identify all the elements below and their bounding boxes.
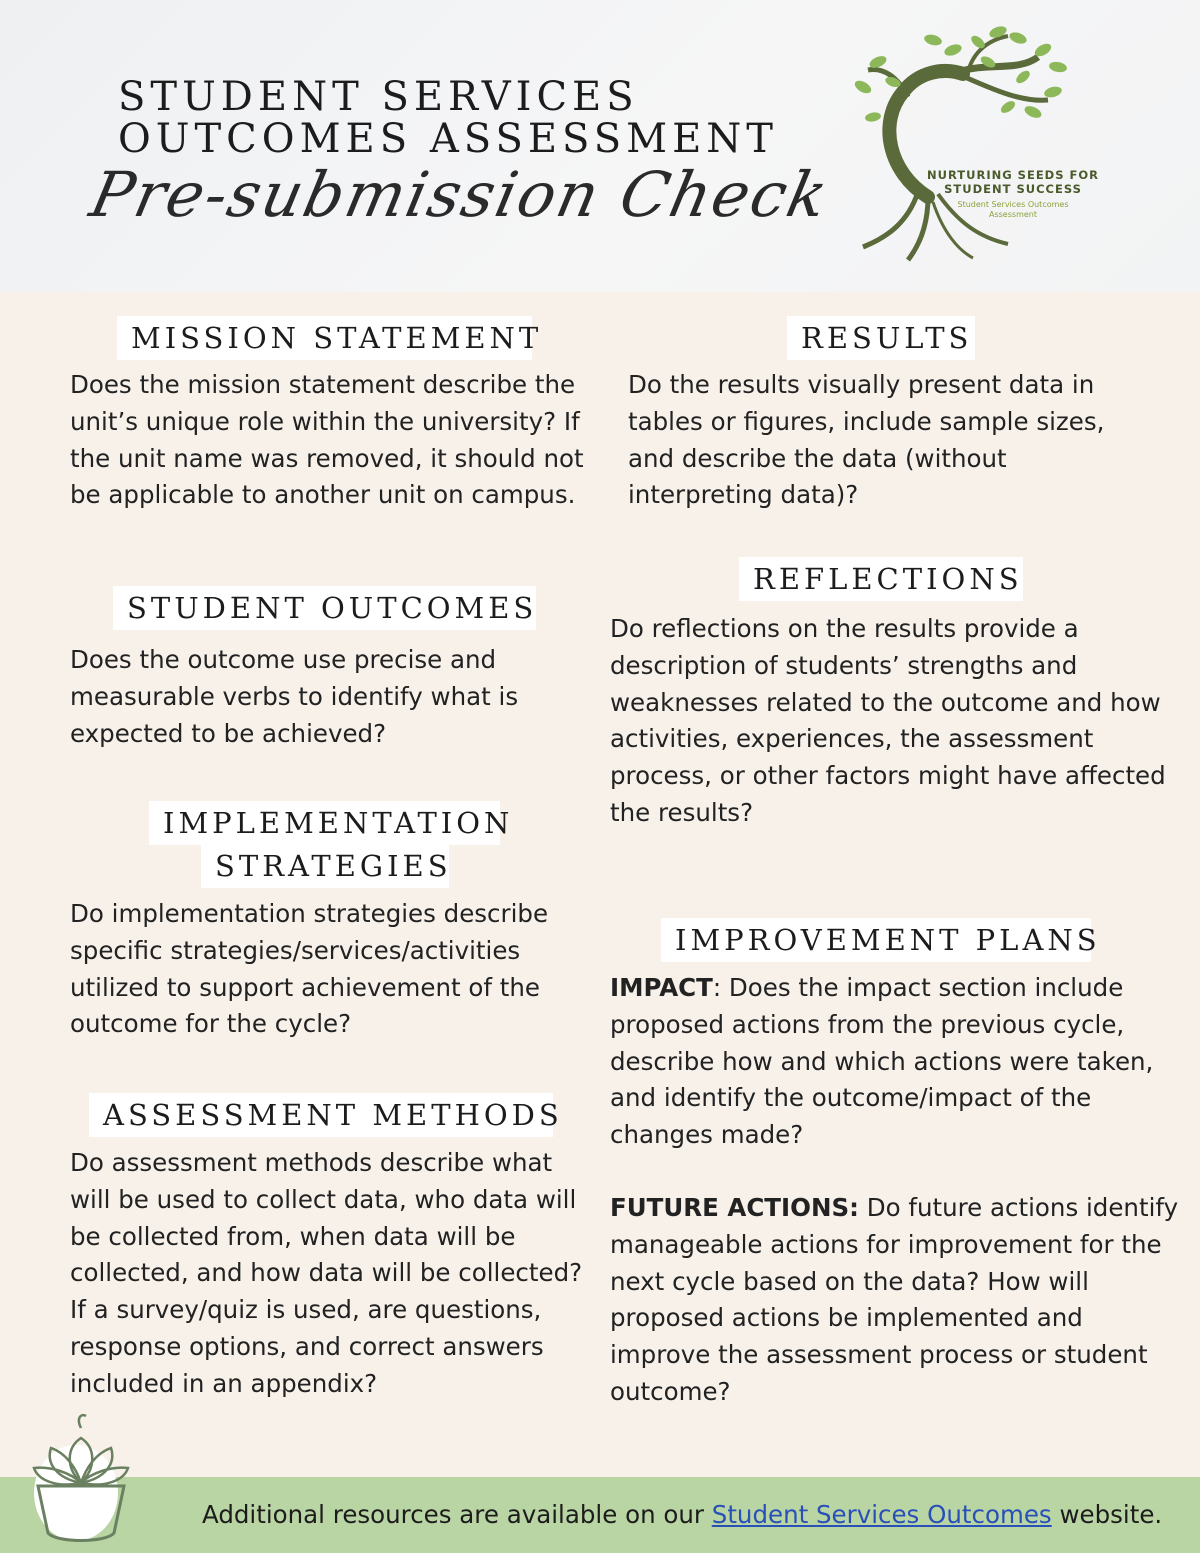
student-services-outcomes-link[interactable]: Student Services Outcomes	[711, 1500, 1052, 1529]
mission-statement-heading: MISSION STATEMENT	[117, 316, 532, 360]
assessment-methods-text: Do assessment methods describe what will be used to collect data, who data will be collected from, when data will be collected, and how data will be collected? If a survey/quiz is used, are questions, response options, and correct answers included in an appendix?	[70, 1148, 583, 1398]
impact-label: IMPACT	[610, 973, 713, 1002]
future-actions-paragraph	[610, 1190, 1185, 1411]
results-text: Do the results visually present data in tables or figures, include sample sizes, and describe the data (without interpreting data)?	[628, 370, 1105, 510]
future-actions-label: FUTURE ACTIONS:	[610, 1193, 859, 1222]
results-heading: RESULTS	[787, 316, 975, 360]
mission-statement-text: Does the mission statement describe the unit’s unique role within the university? If the unit name was removed, it should not be applicable to another unit on campus.	[70, 370, 584, 510]
future-actions-text: Do future actions identify manageable actions for improvement for the next cycle based on the data? How will proposed actions be implemented and improve the assessment process or student outcome?	[610, 1193, 1179, 1406]
page-title-line2: OUTCOMES ASSESSMENT	[118, 116, 778, 162]
succulent-plant-icon	[26, 1408, 146, 1548]
tree-logo-icon	[848, 22, 1110, 262]
assessment-methods-heading: ASSESSMENT METHODS	[89, 1093, 553, 1137]
footer-prefix: Additional resources are available on our	[202, 1500, 712, 1529]
page-title-line1: STUDENT SERVICES	[118, 74, 639, 120]
implementation-text: Do implementation strategies describe specific strategies/services/activities utilized to support achievement of the outcome for the cycle?	[70, 899, 549, 1039]
student-outcomes-heading: STUDENT OUTCOMES	[113, 586, 536, 630]
reflections-heading: REFLECTIONS	[739, 557, 1023, 601]
script-subtitle: Pre-submission Check	[84, 158, 836, 231]
logo-subtitle: Student Services Outcomes Assessment	[957, 200, 1069, 219]
footer-text	[202, 1500, 1162, 1529]
implementation-heading-line1: IMPLEMENTATION	[149, 801, 500, 845]
reflections-text: Do reflections on the results provide a description of students’ strengths and weaknesses related to the outcome and how activities, experiences, the assessment process, or other factors might have affected the results?	[610, 614, 1166, 827]
student-outcomes-text: Does the outcome use precise and measurable verbs to identify what is expected to be achieved?	[70, 645, 519, 748]
implementation-heading-line2: STRATEGIES	[201, 844, 449, 888]
footer-suffix: website.	[1051, 1500, 1163, 1529]
impact-text: : Does the impact section include proposed actions from the previous cycle, describe how and which actions were taken, and identify the outcome/impact of the changes made?	[610, 973, 1154, 1150]
logo-tagline: NURTURING SEEDS FOR STUDENT SUCCESS	[927, 168, 1099, 196]
improvement-plans-heading: IMPROVEMENT PLANS	[661, 918, 1091, 962]
impact-paragraph	[610, 970, 1185, 1154]
